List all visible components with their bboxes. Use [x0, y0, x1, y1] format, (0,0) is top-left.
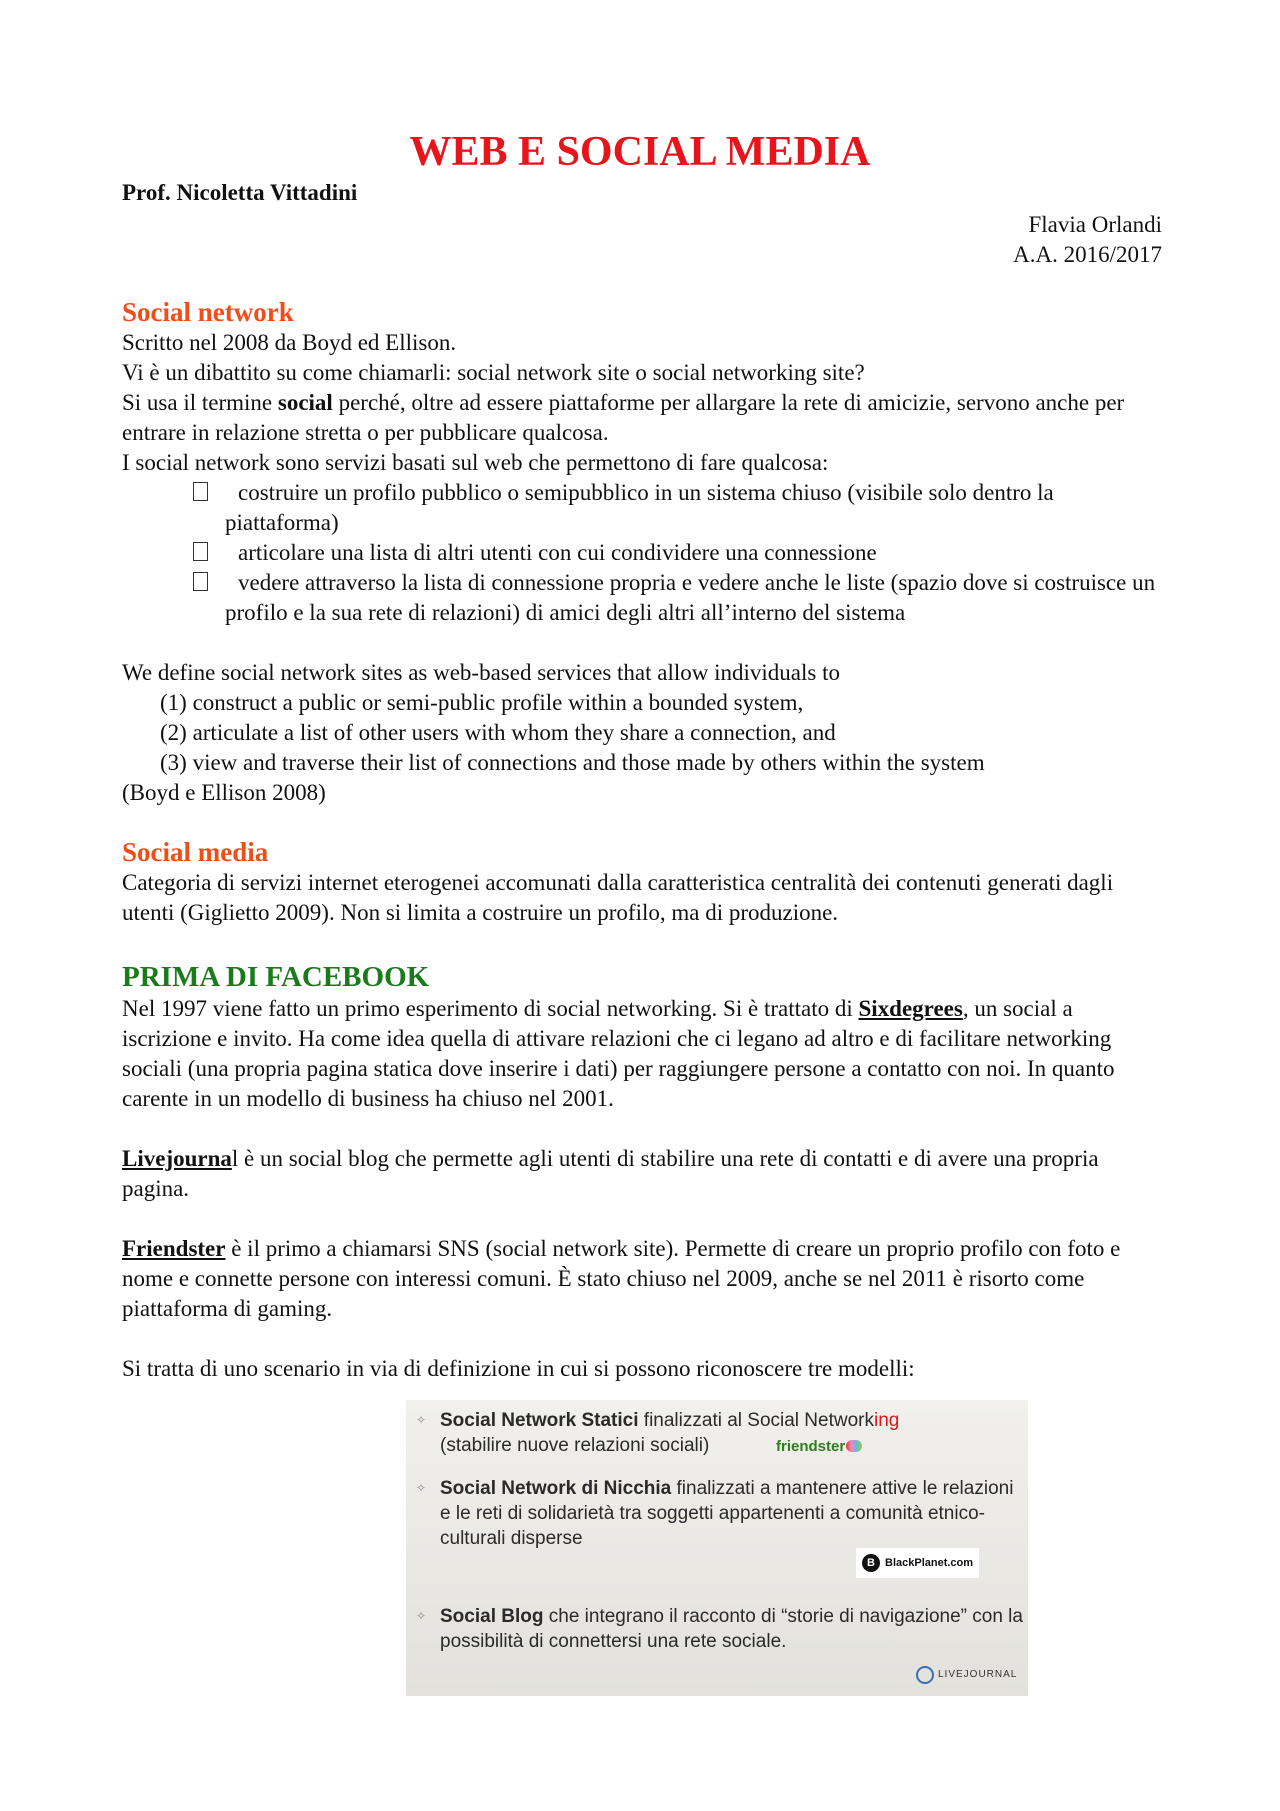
text-run: , un social a iscrizione e invito. Ha come idea quella di attivare relazioni che ci legano ad altro e di facilitare networking sociali (una propria pagina statica dove inserire i dati) per raggiungere persone a contatto con noi. In quanto carente in un modello di business ha chiuso nel 2001. [122, 996, 1115, 1111]
diamond-bullet-icon: ✧ [416, 1609, 427, 1623]
paragraph: Categoria di servizi internet eterogenei accomunati dalla caratteristica centralità dei contenuti generati dagli utenti (Giglietto 2009). Non si limita a costruire un profilo, ma di produzione. [122, 870, 1114, 925]
paragraph: We define social network sites as web-based services that allow individuals to [122, 660, 840, 685]
document-title: WEB E SOCIAL MEDIA [409, 129, 871, 175]
paragraph [122, 1234, 1167, 1324]
text-run: l è un social blog che permette agli utenti di stabilire una rete di contatti e di avere una propria pagina. [122, 1146, 1099, 1201]
logo-text: BlackPlanet.com [885, 1556, 974, 1569]
definition-block [122, 658, 1167, 808]
friendster-link: Friendster [122, 1236, 226, 1261]
text-run: Nel 1997 viene fatto un primo esperimento di social networking. Si è trattato di [122, 996, 859, 1021]
logo-text: friendster [776, 1438, 846, 1455]
text-run: che integrano il racconto di “storie di navigazione” con la possibilità di connettersi una rete sociale. [440, 1606, 1023, 1652]
citation: (Boyd e Ellison 2008) [122, 780, 326, 805]
heading-social-network: Social network [122, 297, 294, 327]
list-item: (1) construct a public or semi-public profile within a bounded system, [160, 690, 804, 715]
paragraph [122, 994, 1167, 1114]
text-run: Si usa il termine [122, 390, 278, 415]
paragraph [122, 1144, 1167, 1204]
friendster-mark-icon [846, 1440, 862, 1452]
text-run: ing [874, 1410, 900, 1431]
text-run: perché, oltre ad essere piattaforme per allargare la rete di amicizie, servono anche per entrare in relazione stretta o per pubblicare qualcosa. [122, 390, 1125, 445]
paragraph: Vi è un dibattito su come chiamarli: social network site o social networking site? [122, 360, 865, 385]
numbered-list [122, 688, 1167, 778]
bold-term: Social Network di Nicchia [440, 1478, 672, 1499]
livejournal-link: Livejourna [122, 1146, 232, 1171]
list-item [122, 538, 1167, 568]
missing-glyph-icon [193, 482, 208, 501]
friendster-logo [776, 1434, 862, 1459]
livejournal-logo [916, 1662, 1017, 1687]
figure-item-text [440, 1604, 1025, 1654]
models-figure [406, 1400, 1028, 1696]
bold-term: Social Network Statici [440, 1410, 639, 1431]
list-item-text: articolare una lista di altri utenti con cui condividere una connessione [238, 540, 877, 565]
diamond-bullet-icon: ✧ [416, 1481, 427, 1495]
sixdegrees-link: Sixdegrees [858, 996, 963, 1021]
bold-term: Social Blog [440, 1606, 544, 1627]
professor-name: Prof. Nicoletta Vittadini [122, 180, 358, 205]
diamond-bullet-icon: ✧ [416, 1413, 427, 1427]
blackplanet-mark-icon: B [862, 1554, 880, 1572]
section-prima-di-facebook [122, 960, 1167, 1384]
bullet-list [122, 478, 1167, 628]
academic-year: A.A. 2016/2017 [1013, 242, 1162, 267]
list-item-text: vedere attraverso la lista di connessione propria e vedere anche le liste (spazio dove si costruisce un profilo e la sua rete di relazioni) di amici degli altri all’interno del sistema [225, 570, 1156, 625]
list-item-text: costruire un profilo pubblico o semipubblico in un sistema chiuso (visibile solo dentro la piattaforma) [225, 480, 1054, 535]
paragraph: Si tratta di uno scenario in via di definizione in cui si possono riconoscere tre modelli: [122, 1356, 915, 1381]
list-item: (2) articulate a list of other users with whom they share a connection, and [160, 720, 836, 745]
figure-item-blog [416, 1604, 1023, 1652]
blackplanet-logo [856, 1548, 979, 1578]
logo-text: LIVEJOURNAL [938, 1669, 1018, 1680]
figure-item-text [440, 1408, 1025, 1458]
heading-social-media: Social media [122, 837, 269, 867]
paragraph: Scritto nel 2008 da Boyd ed Ellison. [122, 330, 457, 355]
section-social-media [122, 836, 1167, 928]
list-item: (3) view and traverse their list of connections and those made by others within the system [160, 750, 985, 775]
paragraph [122, 388, 1167, 448]
section-social-network [122, 296, 1167, 628]
bold-term: social [277, 390, 333, 415]
paragraph: I social network sono servizi basati sul web che permettono di fare qualcosa: [122, 450, 829, 475]
list-item [122, 568, 1167, 628]
text-run: (stabilire nuove relazioni sociali) [440, 1435, 710, 1456]
heading-prima-di-facebook: PRIMA DI FACEBOOK [122, 961, 430, 993]
livejournal-mark-icon [916, 1666, 934, 1684]
text-run: finalizzati a mantenere attive le relazioni e le reti di solidarietà tra soggetti appartenenti a comunità etnico-culturali disperse [440, 1478, 1014, 1549]
author-name: Flavia Orlandi [1028, 212, 1162, 237]
figure-item-niche [416, 1476, 1016, 1549]
figure-item-text [440, 1476, 1025, 1551]
missing-glyph-icon [193, 572, 208, 591]
author-block [1013, 210, 1162, 270]
text-run: finalizzati al Social Network [638, 1410, 874, 1431]
list-item [122, 478, 1167, 538]
text-run: è il primo a chiamarsi SNS (social network site). Permette di creare un proprio profilo con foto e nome e connette persone con interessi comuni. È stato chiuso nel 2009, anche se nel 2011 è risorto come piattaforma di gaming. [122, 1236, 1121, 1321]
missing-glyph-icon [193, 542, 208, 561]
